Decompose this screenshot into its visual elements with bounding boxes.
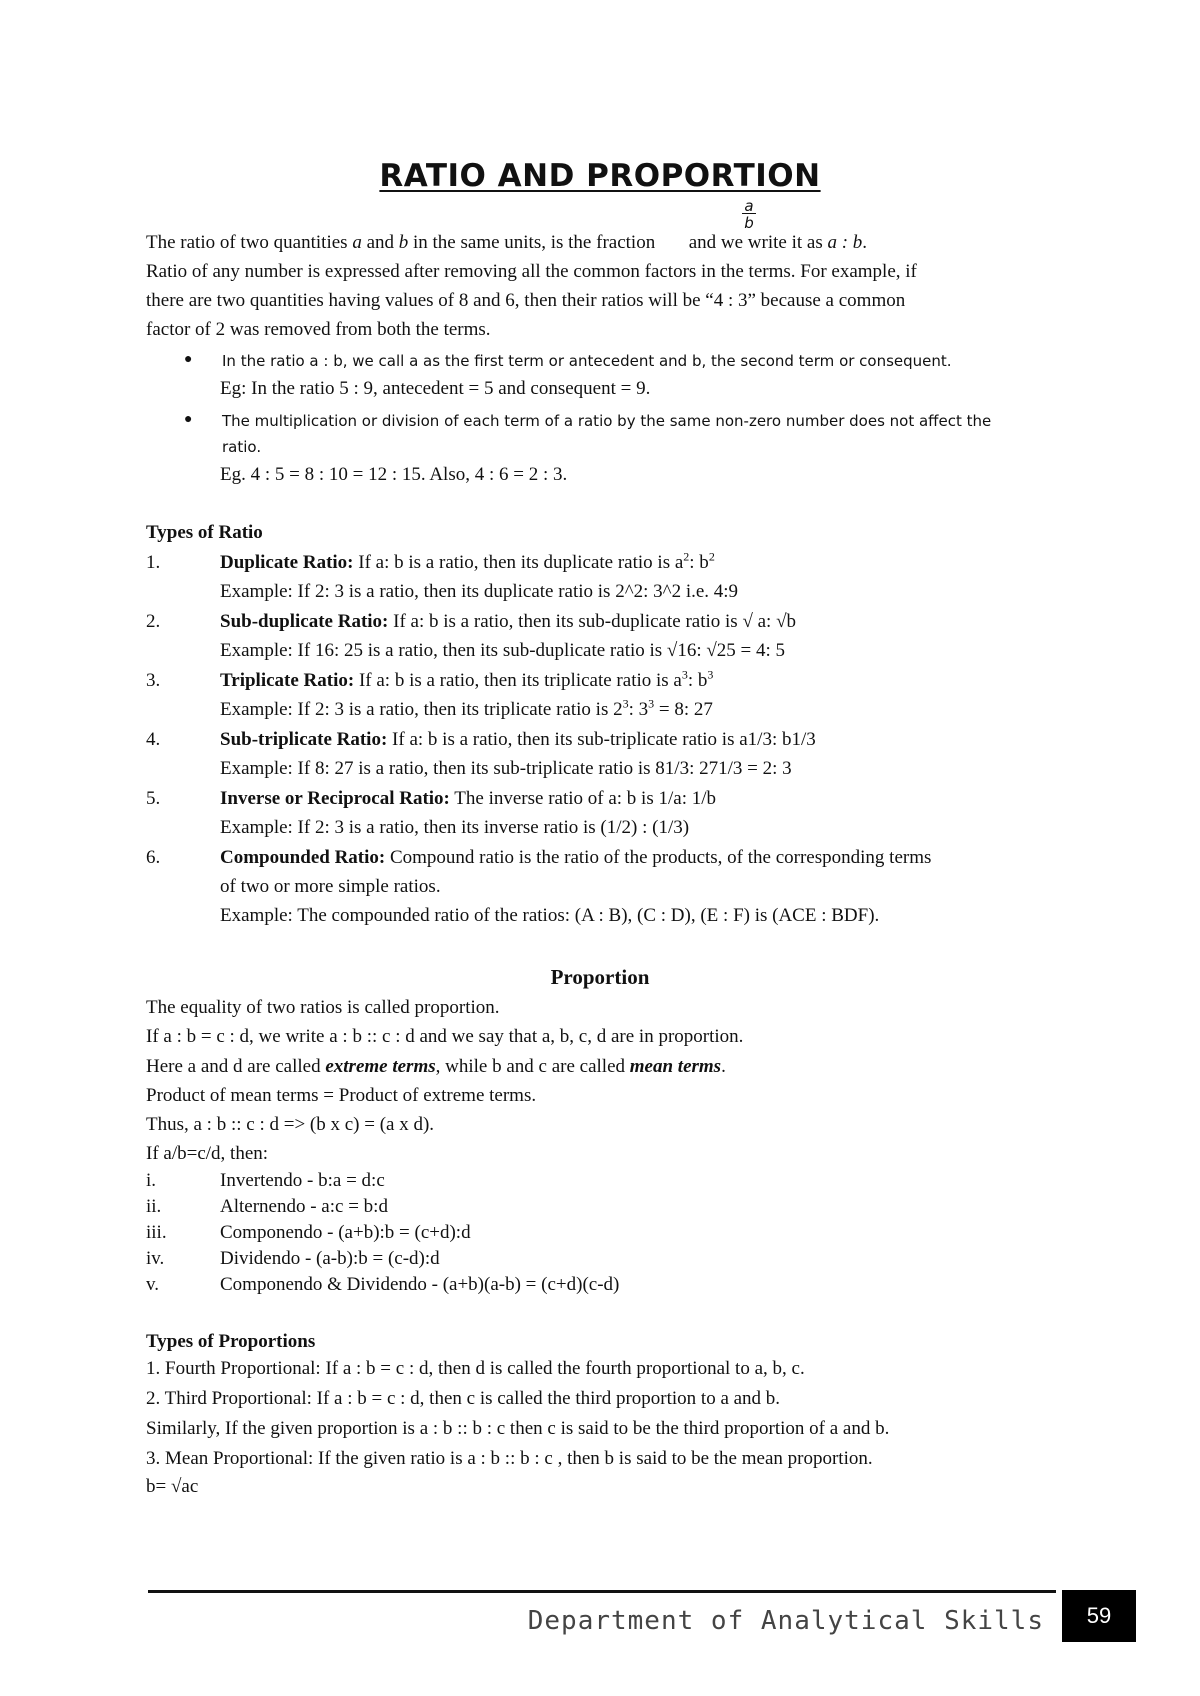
fraction-denominator: b [744, 214, 754, 232]
types-of-proportions-heading: Types of Proportions [146, 1331, 316, 1352]
proportion-type-2-cont: Similarly, If the given proportion is a : b :: b : c then c is said to be the third proportion of a and b. [146, 1418, 890, 1439]
ratio-item-duplicate: Duplicate Ratio: If a: b is a ratio, then its duplicate ratio is $a^2$: $b^2$ [220, 549, 715, 573]
rule-dividendo: Dividendo - (a-b):b = (c-d):d [220, 1248, 440, 1269]
ratio-item-compounded: Compounded Ratio: Compound ratio is the ratio of the products, of the corresponding terms [220, 847, 932, 868]
bullet-2-text: The multiplication or division of each term of a ratio by the same non-zero number does not affect the [222, 412, 992, 430]
ratio-item-compounded-cont: of two or more simple ratios. [220, 876, 441, 897]
proportion-type-2: 2. Third Proportional: If a : b = c : d, then c is called the third proportion to a and b. [146, 1388, 781, 1409]
proportion-heading: Proportion [550, 965, 650, 989]
page-title: RATIO AND PROPORTION [379, 158, 821, 194]
rule-number: iv. [146, 1248, 165, 1269]
page-number: 59 [1062, 1590, 1136, 1642]
ratio-item-triplicate-example: Example: If 2: 3 is a ratio, then its triplicate ratio is $2^3$: $3^3 = 8$: 27 [220, 696, 713, 720]
ratio-item-number: 5. [146, 788, 161, 809]
rule-number: ii. [146, 1196, 162, 1217]
bullet-1-text: In the ratio a : b, we call a as the first term or antecedent and b, the second term or consequent. [222, 352, 952, 370]
proportion-type-3: 3. Mean Proportional: If the given ratio is a : b :: b : c , then b is said to be the mean proportion. [146, 1448, 873, 1469]
ratio-item-number: 3. [146, 670, 161, 691]
rule-number: i. [146, 1170, 157, 1191]
rule-number: iii. [146, 1222, 167, 1243]
rule-alternendo: Alternendo - a:c = b:d [220, 1196, 388, 1217]
rule-componendo: Componendo - (a+b):b = (c+d):d [220, 1222, 471, 1243]
ratio-item-number: 2. [146, 611, 161, 632]
proportion-line-6: If a/b=c/d, then: [146, 1143, 269, 1164]
fraction-a-over-b [742, 199, 756, 230]
intro-line-3: there are two quantities having values of 8 and 6, then their ratios will be “4 : 3” because a common [146, 290, 906, 311]
rule-invertendo: Invertendo - b:a = d:c [220, 1170, 385, 1191]
proportion-line-2: If a : b = c : d, we write a : b :: c : d and we say that a, b, c, d are in proportion. [146, 1026, 744, 1047]
ratio-item-sub-duplicate: Sub-duplicate Ratio: If a: b is a ratio, then its sub-duplicate ratio is √ a: √b [220, 611, 797, 632]
ratio-item-number: 1. [146, 552, 161, 573]
mean-proportional-formula: b= √ac [146, 1476, 199, 1497]
proportion-line-1: The equality of two ratios is called proportion. [146, 997, 500, 1018]
proportion-type-1: 1. Fourth Proportional: If a : b = c : d, then d is called the fourth proportional to a, b, c. [146, 1358, 805, 1379]
bullet-icon: ● [184, 352, 193, 367]
ratio-item-sub-duplicate-example: Example: If 16: 25 is a ratio, then its sub-duplicate ratio is √16: √25 = 4: 5 [220, 640, 786, 661]
rule-number: v. [146, 1274, 160, 1295]
ratio-item-sub-triplicate-example: Example: If 8: 27 is a ratio, then its sub-triplicate ratio is 81/3: 271/3 = 2: 3 [220, 758, 792, 779]
ratio-item-sub-triplicate: Sub-triplicate Ratio: If a: b is a ratio, then its sub-triplicate ratio is a1/3: b1/3 [220, 729, 816, 750]
bullet-2-text-cont: ratio. [222, 438, 262, 456]
proportion-line-3: Here a and d are called extreme terms, while b and c are called mean terms. [146, 1056, 726, 1077]
ratio-item-compounded-example: Example: The compounded ratio of the ratios: (A : B), (C : D), (E : F) is (ACE : BDF). [220, 905, 880, 926]
intro-line-4: factor of 2 was removed from both the terms. [146, 319, 491, 340]
footer-rule [148, 1590, 1056, 1593]
ratio-item-inverse-example: Example: If 2: 3 is a ratio, then its inverse ratio is (1/2) : (1/3) [220, 817, 690, 838]
intro-line-2: Ratio of any number is expressed after removing all the common factors in the terms. For example, if [146, 261, 917, 282]
rule-componendo-dividendo: Componendo & Dividendo - (a+b)(a-b) = (c+d)(c-d) [220, 1274, 620, 1295]
ratio-item-number: 6. [146, 847, 161, 868]
ratio-item-duplicate-example: Example: If 2: 3 is a ratio, then its duplicate ratio is 2^2: 3^2 i.e. 4:9 [220, 581, 739, 602]
types-of-ratio-heading: Types of Ratio [146, 522, 263, 543]
ratio-item-triplicate: Triplicate Ratio: If a: b is a ratio, then its triplicate ratio is $a^3$: $b^3$ [220, 667, 714, 691]
intro-line-1: The ratio of two quantities a and b in the same units, is the fraction and we write it as a : b. [146, 232, 868, 253]
proportion-line-5: Thus, a : b :: c : d => (b x c) = (a x d). [146, 1114, 435, 1135]
bullet-icon: ● [184, 412, 193, 427]
bullet-1-example: Eg: In the ratio 5 : 9, antecedent = 5 and consequent = 9. [220, 378, 651, 399]
footer-department: Department of Analytical Skills [527, 1606, 1044, 1636]
ratio-item-inverse: Inverse or Reciprocal Ratio: The inverse ratio of a: b is 1/a: 1/b [220, 788, 717, 809]
bullet-2-example: Eg. 4 : 5 = 8 : 10 = 12 : 15. Also, 4 : 6 = 2 : 3. [220, 464, 568, 485]
fraction-numerator: a [742, 199, 756, 214]
ratio-item-number: 4. [146, 729, 161, 750]
proportion-line-4: Product of mean terms = Product of extreme terms. [146, 1085, 537, 1106]
